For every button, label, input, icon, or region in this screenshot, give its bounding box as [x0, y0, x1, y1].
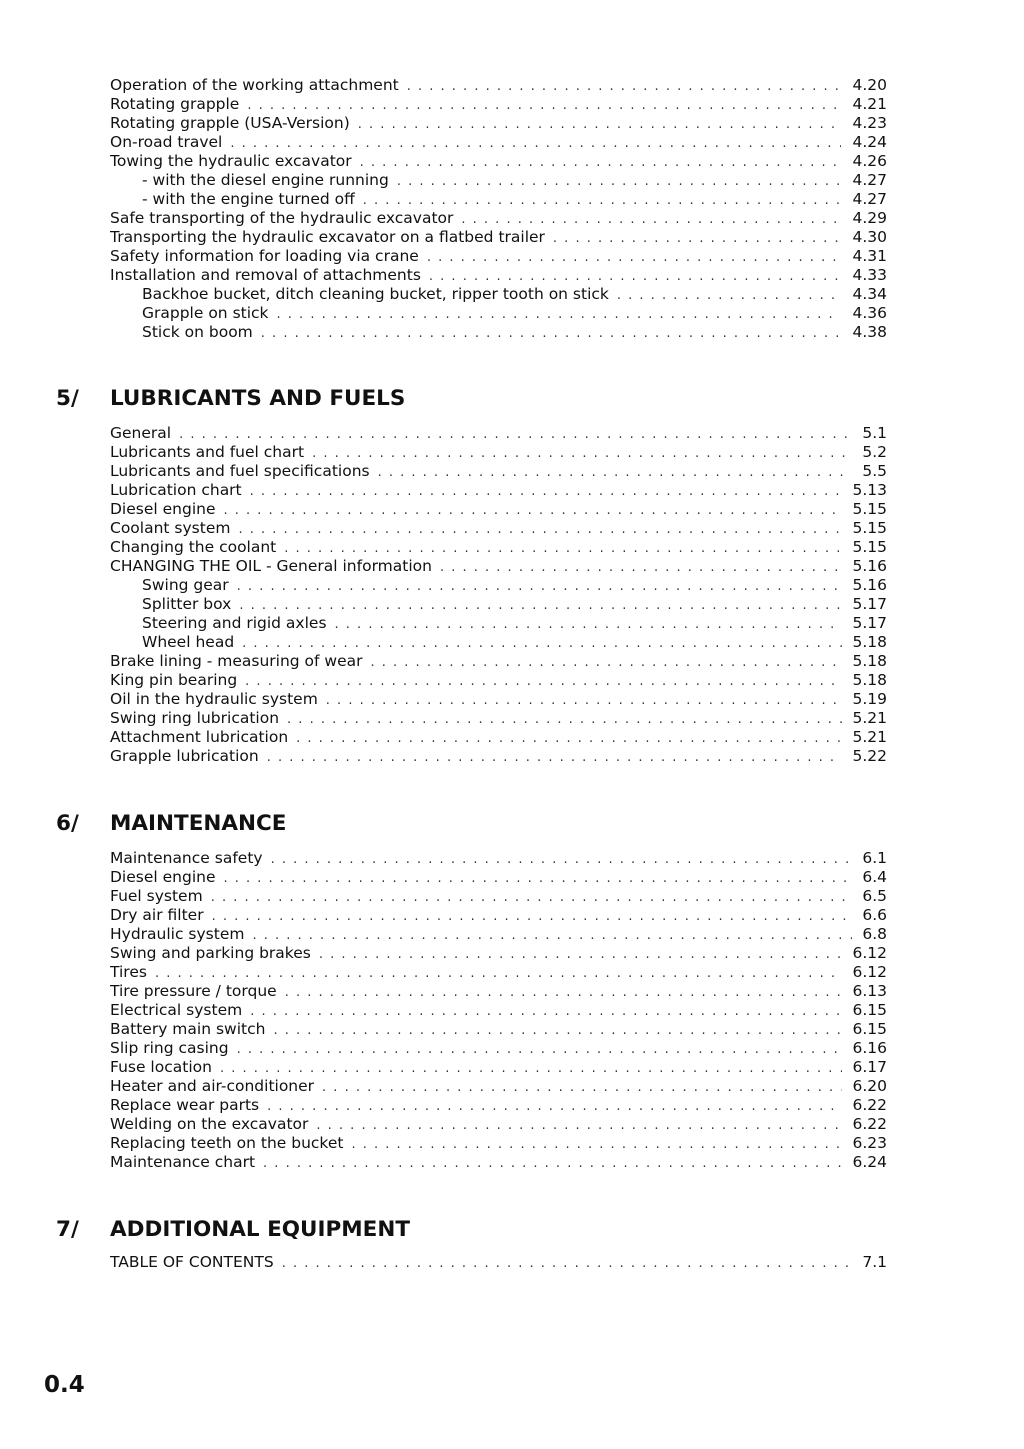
- dot-leader: [440, 558, 843, 576]
- toc-entry-page: 6.22: [852, 1096, 887, 1114]
- toc-entry-page: 4.33: [852, 266, 887, 284]
- toc-entry-label: Slip ring casing: [110, 1039, 229, 1057]
- toc-entry-page: 4.34: [852, 285, 887, 303]
- toc-entry-page: 5.15: [852, 500, 887, 518]
- toc-entry-page: 6.12: [852, 963, 887, 981]
- toc-entry[interactable]: [110, 443, 887, 462]
- toc-entry-page: 6.24: [852, 1153, 887, 1171]
- toc-entry-label: Steering and rigid axles: [142, 614, 327, 632]
- toc-entry[interactable]: [110, 266, 887, 285]
- toc-entry-label: Backhoe bucket, ditch cleaning bucket, ripper tooth on stick: [142, 285, 609, 303]
- toc-entry-label: Lubricants and fuel specifications: [110, 462, 370, 480]
- toc-entry[interactable]: [110, 690, 887, 709]
- toc-entry-label: Lubrication chart: [110, 481, 242, 499]
- toc-entry-page: 6.13: [852, 982, 887, 1000]
- toc-entry-page: 6.20: [852, 1077, 887, 1095]
- dot-leader: [250, 482, 843, 500]
- toc-entry[interactable]: [110, 887, 887, 906]
- toc-entry-page: 4.29: [852, 209, 887, 227]
- toc-entry-label: Operation of the working attachment: [110, 76, 399, 94]
- toc-entry-page: 4.30: [852, 228, 887, 246]
- toc-entry[interactable]: [110, 925, 887, 944]
- dot-leader: [211, 888, 853, 906]
- toc-entry-page: 6.15: [852, 1001, 887, 1019]
- toc-entry-label: - with the diesel engine running: [142, 171, 389, 189]
- toc-entry[interactable]: [110, 500, 887, 519]
- dot-leader: [242, 634, 842, 652]
- dot-leader: [237, 577, 843, 595]
- toc-entry[interactable]: [110, 538, 887, 557]
- toc-entry-label: Swing gear: [142, 576, 229, 594]
- toc-entry[interactable]: [110, 190, 887, 209]
- toc-entry-page: 4.24: [852, 133, 887, 151]
- toc-entry[interactable]: [110, 944, 887, 963]
- toc-entry-label: Changing the coolant: [110, 538, 277, 556]
- toc-entry-page: 5.17: [852, 595, 887, 613]
- toc-entry-label: - with the engine turned off: [142, 190, 355, 208]
- toc-entry[interactable]: [110, 1096, 887, 1115]
- toc-entry[interactable]: [110, 133, 887, 152]
- toc-entry-page: 5.18: [852, 652, 887, 670]
- toc-entry[interactable]: [110, 614, 887, 633]
- toc-entry-page: 4.23: [852, 114, 887, 132]
- toc-entry[interactable]: [110, 576, 887, 595]
- toc-entry[interactable]: [110, 1001, 887, 1020]
- toc-entry-label: Splitter box: [142, 595, 232, 613]
- toc-entry-label: Swing and parking brakes: [110, 944, 311, 962]
- toc-entry-label: On-road travel: [110, 133, 223, 151]
- toc-entry[interactable]: [110, 652, 887, 671]
- toc-entry[interactable]: [110, 557, 887, 576]
- toc-entry-label: Swing ring lubrication: [110, 709, 280, 727]
- toc-entry-page: 5.13: [852, 481, 887, 499]
- toc-entry-page: 5.16: [852, 576, 887, 594]
- toc-entry-label: CHANGING THE OIL - General information: [110, 557, 432, 575]
- toc-entry[interactable]: [110, 747, 887, 766]
- dot-leader: [319, 945, 843, 963]
- toc-entry-label: Grapple on stick: [142, 304, 269, 322]
- dot-leader: [250, 1002, 842, 1020]
- dot-leader: [429, 267, 841, 285]
- toc-entry-label: Diesel engine: [110, 868, 216, 886]
- toc-entry-label: Towing the hydraulic excavator: [110, 152, 352, 170]
- toc-entry-label: Diesel engine: [110, 500, 216, 518]
- toc-entry[interactable]: [110, 519, 887, 538]
- toc-entry[interactable]: [110, 849, 887, 868]
- dot-leader: [245, 672, 842, 690]
- toc-entry-page: 4.27: [852, 190, 887, 208]
- toc-entry-label: Lubricants and fuel chart: [110, 443, 305, 461]
- dot-leader: [277, 305, 841, 323]
- dot-leader: [284, 539, 842, 557]
- toc-entry[interactable]: [110, 228, 887, 247]
- toc-entry[interactable]: [110, 114, 887, 133]
- toc-entry-label: Maintenance safety: [110, 849, 263, 867]
- dot-leader: [252, 926, 852, 944]
- section-number: 6/: [56, 811, 79, 836]
- toc-entry-page: 6.23: [852, 1134, 887, 1152]
- toc-entry[interactable]: [110, 171, 887, 190]
- toc-entry[interactable]: [110, 152, 887, 171]
- toc-entry[interactable]: [110, 304, 887, 323]
- dot-leader: [239, 596, 842, 614]
- toc-entry-page: 4.36: [852, 304, 887, 322]
- toc-entry-page: 4.26: [852, 152, 887, 170]
- dot-leader: [371, 653, 843, 671]
- dot-leader: [316, 1116, 842, 1134]
- page-number: 0.4: [44, 1372, 85, 1398]
- dot-leader: [397, 172, 841, 190]
- toc-entry-label: Grapple lubrication: [110, 747, 259, 765]
- dot-leader: [224, 501, 843, 519]
- toc-entry[interactable]: [110, 323, 887, 342]
- toc-entry[interactable]: [110, 1020, 887, 1039]
- toc-entry-label: TABLE OF CONTENTS: [110, 1253, 274, 1271]
- toc-entry-label: Battery main switch: [110, 1020, 266, 1038]
- toc-entry[interactable]: [110, 462, 887, 481]
- dot-leader: [237, 1040, 843, 1058]
- toc-entry-label: Fuel system: [110, 887, 203, 905]
- dot-leader: [322, 1078, 842, 1096]
- toc-entry-page: 6.12: [852, 944, 887, 962]
- dot-leader: [224, 869, 853, 887]
- dot-leader: [179, 425, 852, 443]
- section-6-heading: [0, 809, 900, 839]
- dot-leader: [271, 850, 853, 868]
- dot-leader: [360, 153, 841, 171]
- section-7-heading: [0, 1215, 900, 1245]
- toc-entry-label: Coolant system: [110, 519, 231, 537]
- dot-leader: [282, 1254, 853, 1272]
- dot-leader: [358, 115, 841, 133]
- toc-entry-label: Stick on boom: [142, 323, 253, 341]
- toc-entry[interactable]: [110, 424, 887, 443]
- toc-entry-page: 5.5: [862, 462, 887, 480]
- toc-entry-page: 5.21: [852, 728, 887, 746]
- dot-leader: [285, 983, 843, 1001]
- dot-leader: [273, 1021, 842, 1039]
- dot-leader: [220, 1059, 843, 1077]
- dot-leader: [363, 191, 841, 209]
- toc-entry-page: 5.17: [852, 614, 887, 632]
- toc-entry-label: Replace wear parts: [110, 1096, 260, 1114]
- toc-entry-label: Oil in the hydraulic system: [110, 690, 318, 708]
- dot-leader: [155, 964, 843, 982]
- dot-leader: [407, 77, 841, 95]
- toc-entry[interactable]: [110, 868, 887, 887]
- dot-leader: [247, 96, 841, 114]
- dot-leader: [351, 1135, 842, 1153]
- dot-leader: [326, 691, 843, 709]
- toc-entry[interactable]: [110, 1253, 887, 1272]
- toc-entry-label: Replacing teeth on the bucket: [110, 1134, 344, 1152]
- toc-entry-label: Rotating grapple (USA-Version): [110, 114, 350, 132]
- dot-leader: [378, 463, 853, 481]
- toc-entry-page: 6.4: [862, 868, 887, 886]
- toc-entry[interactable]: [110, 209, 887, 228]
- toc-entry[interactable]: [110, 595, 887, 614]
- section-title: MAINTENANCE: [110, 811, 287, 836]
- toc-entry[interactable]: [110, 1153, 887, 1172]
- dot-leader: [296, 729, 842, 747]
- toc-entry-page: 4.31: [852, 247, 887, 265]
- toc-entry[interactable]: [110, 633, 887, 652]
- toc-entry-label: Tires: [110, 963, 147, 981]
- toc-entry-page: 5.1: [862, 424, 887, 442]
- toc-entry-label: Transporting the hydraulic excavator on a flatbed trailer: [110, 228, 545, 246]
- dot-leader: [261, 324, 841, 342]
- toc-entry[interactable]: [110, 671, 887, 690]
- toc-entry[interactable]: [110, 1115, 887, 1134]
- toc-section-4-continued: [110, 76, 887, 342]
- dot-leader: [427, 248, 841, 266]
- toc-entry-label: Dry air filter: [110, 906, 204, 924]
- toc-entry-label: Heater and air-conditioner: [110, 1077, 315, 1095]
- dot-leader: [335, 615, 843, 633]
- toc-entry-page: 4.20: [852, 76, 887, 94]
- toc-section-5-entries: [110, 424, 887, 766]
- toc-entry-label: Safety information for loading via crane: [110, 247, 419, 265]
- toc-entry-page: 6.16: [852, 1039, 887, 1057]
- dot-leader: [238, 520, 842, 538]
- toc-entry-label: Electrical system: [110, 1001, 243, 1019]
- dot-leader: [212, 907, 853, 925]
- toc-entry[interactable]: [110, 1058, 887, 1077]
- toc-entry-page: 5.18: [852, 633, 887, 651]
- toc-entry[interactable]: [110, 76, 887, 95]
- toc-entry-page: 6.5: [862, 887, 887, 905]
- toc-entry-page: 5.15: [852, 519, 887, 537]
- section-number: 5/: [56, 386, 79, 411]
- toc-entry[interactable]: [110, 1039, 887, 1058]
- toc-entry-page: 4.38: [852, 323, 887, 341]
- section-title: ADDITIONAL EQUIPMENT: [110, 1217, 411, 1242]
- toc-entry[interactable]: [110, 963, 887, 982]
- toc-entry-label: Safe transporting of the hydraulic excavator: [110, 209, 454, 227]
- toc-entry-page: 4.21: [852, 95, 887, 113]
- dot-leader: [287, 710, 842, 728]
- toc-section-6-entries: [110, 849, 887, 1172]
- toc-entry[interactable]: [110, 906, 887, 925]
- toc-entry-page: 5.22: [852, 747, 887, 765]
- toc-entry-label: Hydraulic system: [110, 925, 245, 943]
- toc-entry[interactable]: [110, 247, 887, 266]
- section-number: 7/: [56, 1217, 79, 1242]
- toc-entry-page: 6.15: [852, 1020, 887, 1038]
- toc-entry-page: 6.22: [852, 1115, 887, 1133]
- toc-entry[interactable]: [110, 982, 887, 1001]
- toc-entry-page: 6.6: [862, 906, 887, 924]
- dot-leader: [461, 210, 841, 228]
- toc-entry-label: General: [110, 424, 172, 442]
- section-title: LUBRICANTS AND FUELS: [110, 386, 406, 411]
- dot-leader: [267, 1097, 842, 1115]
- section-5-heading: [0, 384, 900, 414]
- toc-entry[interactable]: [110, 285, 887, 304]
- toc-section-7-entries: [110, 1253, 887, 1272]
- toc-entry[interactable]: [110, 1134, 887, 1153]
- toc-entry-page: 5.21: [852, 709, 887, 727]
- toc-entry[interactable]: [110, 1077, 887, 1096]
- toc-entry[interactable]: [110, 709, 887, 728]
- dot-leader: [267, 748, 843, 766]
- dot-leader: [230, 134, 841, 152]
- toc-entry-page: 6.1: [862, 849, 887, 867]
- toc-entry[interactable]: [110, 728, 887, 747]
- toc-entry-page: 5.19: [852, 690, 887, 708]
- toc-entry-label: Rotating grapple: [110, 95, 240, 113]
- toc-entry-page: 6.17: [852, 1058, 887, 1076]
- toc-entry-page: 5.16: [852, 557, 887, 575]
- toc-entry-page: 5.18: [852, 671, 887, 689]
- toc-entry-page: 7.1: [862, 1253, 887, 1271]
- dot-leader: [553, 229, 841, 247]
- toc-entry[interactable]: [110, 481, 887, 500]
- toc-entry-label: Wheel head: [142, 633, 235, 651]
- toc-entry-label: Brake lining - measuring of wear: [110, 652, 363, 670]
- toc-entry-label: Tire pressure / torque: [110, 982, 277, 1000]
- toc-entry-label: Installation and removal of attachments: [110, 266, 421, 284]
- toc-entry-label: Maintenance chart: [110, 1153, 256, 1171]
- dot-leader: [263, 1154, 842, 1172]
- dot-leader: [312, 444, 852, 462]
- toc-entry-page: 5.15: [852, 538, 887, 556]
- toc-entry-label: Attachment lubrication: [110, 728, 289, 746]
- toc-entry-label: King pin bearing: [110, 671, 238, 689]
- toc-entry-page: 5.2: [862, 443, 887, 461]
- toc-entry-page: 6.8: [862, 925, 887, 943]
- toc-entry[interactable]: [110, 95, 887, 114]
- toc-entry-page: 4.27: [852, 171, 887, 189]
- toc-entry-label: Welding on the excavator: [110, 1115, 309, 1133]
- dot-leader: [617, 286, 841, 304]
- toc-entry-label: Fuse location: [110, 1058, 212, 1076]
